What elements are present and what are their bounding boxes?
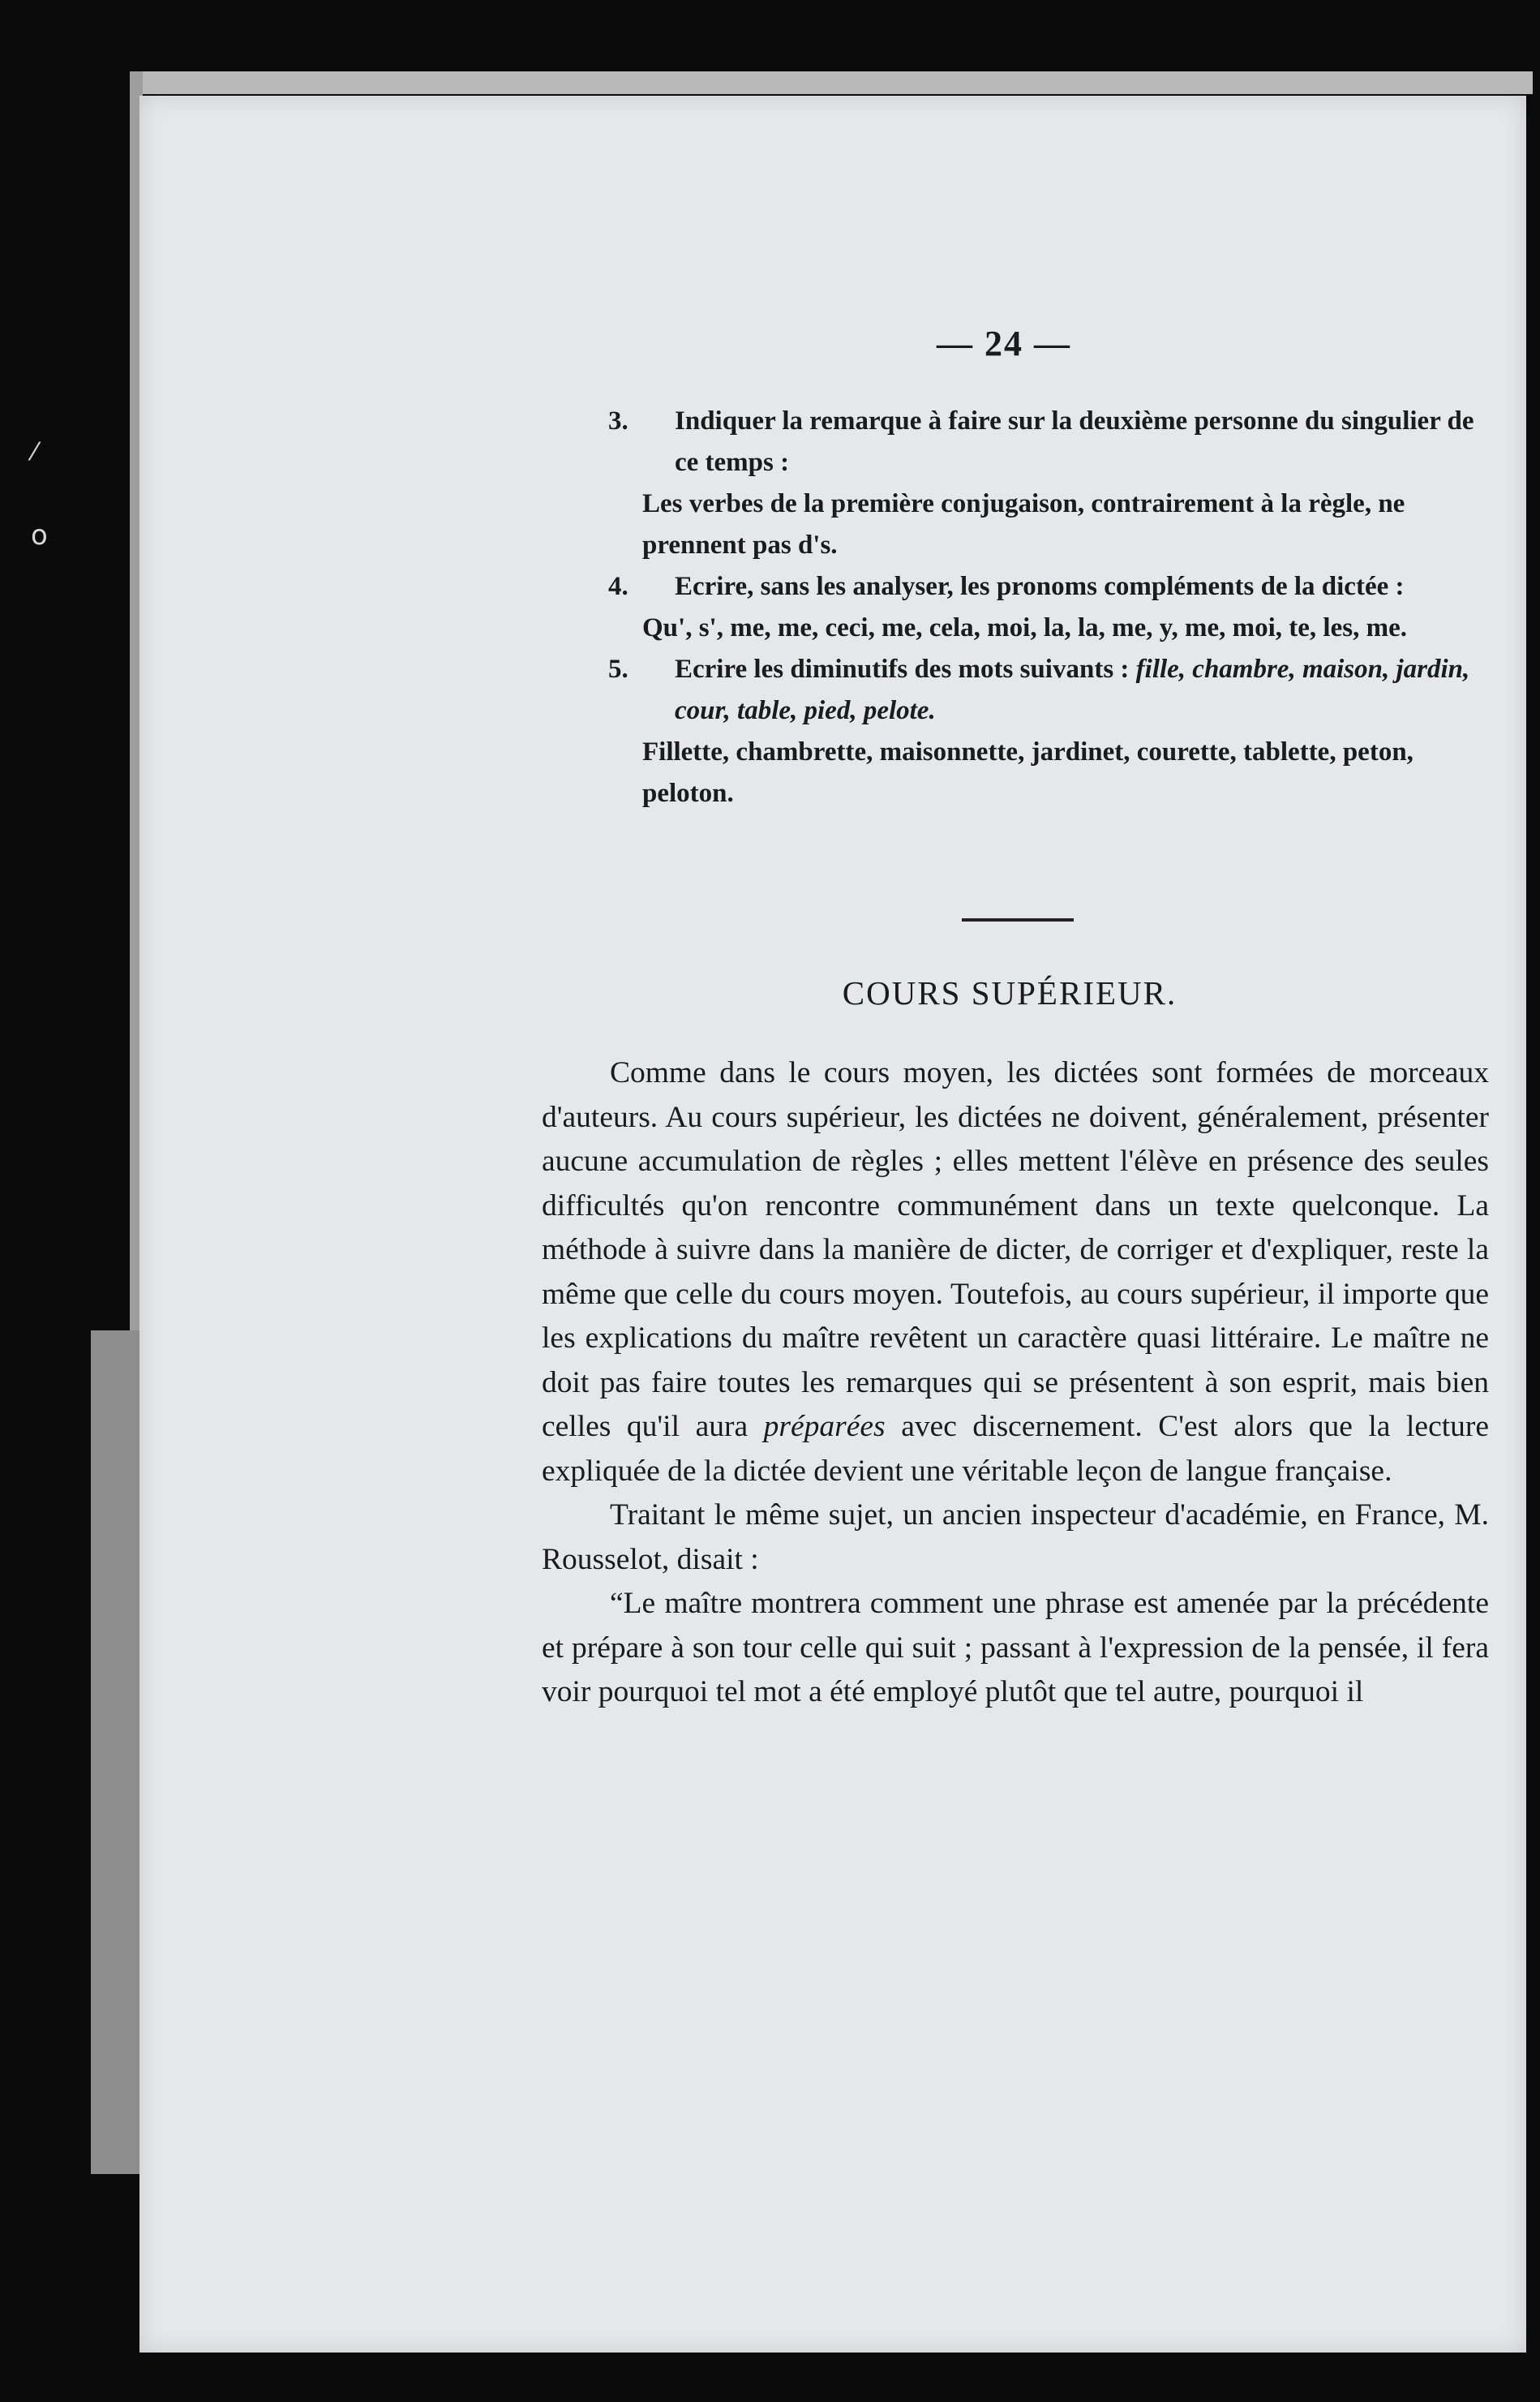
section-divider — [962, 918, 1074, 922]
paragraph-text: avec discernement. C'est alors que la lecture expliquée de la dictée devient une véritable leçon de langue française. — [542, 1410, 1490, 1488]
italic-word: préparées — [763, 1410, 886, 1443]
scan-speck: ⁄ — [32, 438, 37, 466]
exercise-question: Ecrire, sans les analyser, les pronoms compléments de la dictée : — [675, 572, 1405, 601]
exercise-question-text: Ecrire les diminutifs des mots suivants : — [675, 655, 1130, 684]
scan-speck: ο — [31, 519, 48, 552]
exercise-number: 4. — [608, 572, 628, 601]
body-text — [542, 1051, 1489, 1715]
exercise-word-list: fille, chambre, maison, jardin, cour, table, pied, pelote. — [675, 655, 1470, 725]
exercise-answer: Qu', s', me, me, ceci, me, cela, moi, la, la, me, y, me, moi, te, les, me. — [642, 613, 1407, 642]
exercise-item — [608, 401, 1492, 566]
exercise-item — [608, 649, 1492, 814]
section-heading: COURS SUPÉRIEUR. — [842, 974, 1178, 1012]
exercise-question — [675, 649, 1492, 732]
page-top-edge — [130, 71, 1533, 94]
paragraph: Traitant le même sujet, un ancien inspecteur d'académie, en France, M. Rousselot, disait : — [542, 1498, 1489, 1576]
paragraph — [542, 1051, 1489, 1493]
exercise-answer: Les verbes de la première conjugaison, contrairement à la règle, ne prennent pas d's. — [642, 489, 1405, 560]
exercise-number: 3. — [608, 406, 628, 436]
exercise-answer: Fillette, chambrette, maisonnette, jardinet, courette, tablette, peton, peloton. — [642, 737, 1413, 808]
paragraph-text: Comme dans le cours moyen, les dictées sont formées de morceaux d'auteurs. Au cours supérieur, les dictées ne doivent, généralement, présenter aucune accumulation de règles ; elles mettent l'élève en présence des seules difficultés qu'on rencontre communément dans un texte quelconque. La méthode à suivre dans la manière de dicter, de corriger et d'expliquer, reste la même que celle du cours moyen. Toutefois, au cours supérieur, il importe que les explications du maître revêtent un caractère quasi littéraire. Le maître ne doit pas faire toutes les remarques qui se présentent à son esprit, mais bien celles qu'il aura — [542, 1056, 1489, 1443]
paragraph: “Le maître montrera comment une phrase est amenée par la précédente et prépare à son tour celle qui suit ; passant à l'expression de la pensée, il fera voir pourquoi tel mot a été employé plutôt que tel autre, pourquoi il — [542, 1587, 1489, 1708]
book-spine — [91, 1330, 139, 2174]
exercise-question: Indiquer la remarque à faire sur la deuxième personne du singulier de ce temps : — [675, 406, 1474, 477]
exercise-list — [608, 401, 1492, 814]
exercise-item — [608, 566, 1492, 649]
exercise-number: 5. — [608, 655, 628, 684]
page-number: — 24 — — [937, 324, 1071, 363]
